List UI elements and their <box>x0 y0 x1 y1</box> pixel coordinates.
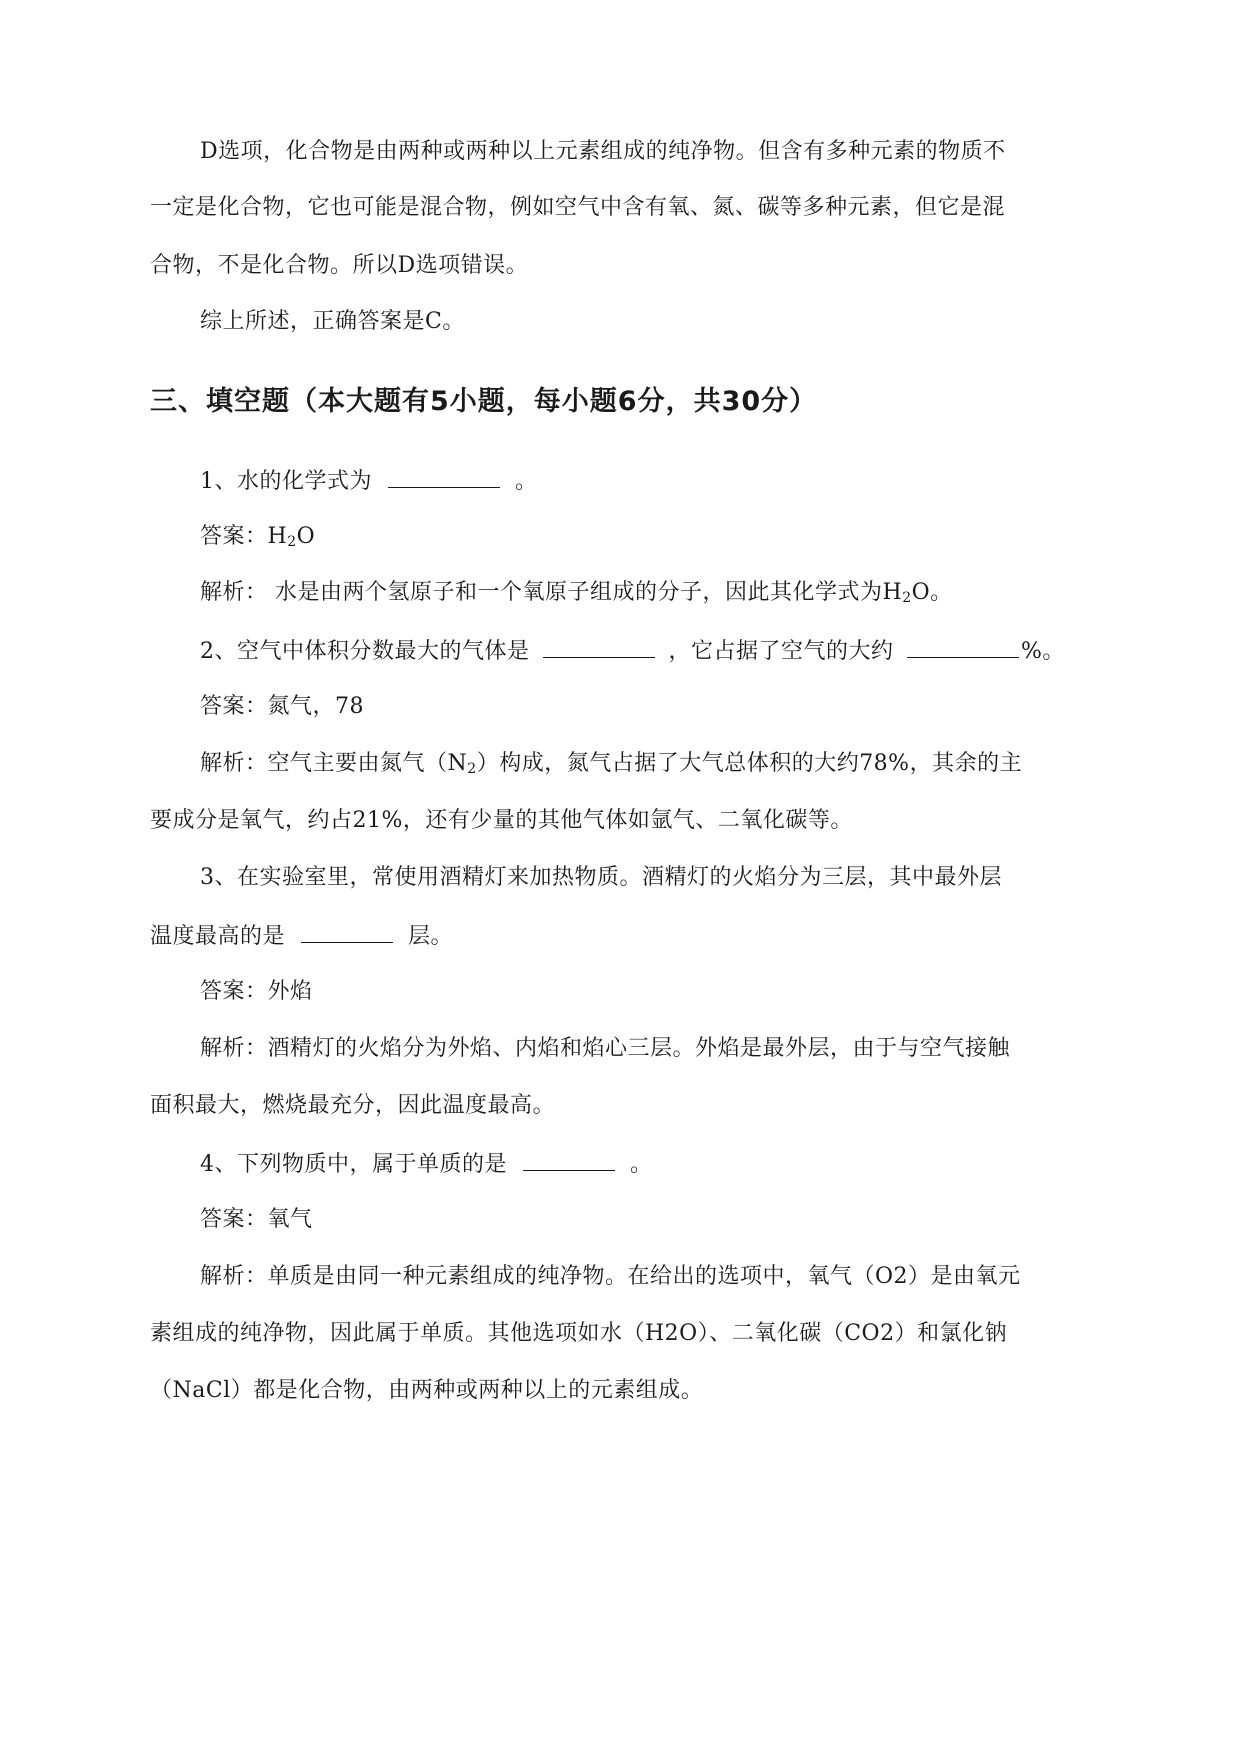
d-option-line-2: 一定是化合物，它也可能是混合物，例如空气中含有氧、氮、碳等多种元素，但它是混 <box>150 195 1006 220</box>
q4-blank[interactable] <box>523 1148 615 1171</box>
q2-blank-1[interactable] <box>543 635 655 658</box>
q3-answer: 答案：外焰 <box>200 979 313 1004</box>
q2-analysis-sub: 2 <box>467 761 477 777</box>
q2-question-mid: ，它占据了空气的大约 <box>668 639 894 664</box>
q1-answer-label: 答案： <box>200 524 268 549</box>
q4-analysis-line-3: （NaCl）都是化合物，由两种或两种以上的元素组成。 <box>150 1378 704 1403</box>
q3-question-text: 温度最高的是 <box>150 924 286 949</box>
q1-blank[interactable] <box>388 465 500 488</box>
q2-blank-2[interactable] <box>907 635 1019 658</box>
d-option-line-1: D选项，化合物是由两种或两种以上元素组成的纯净物。但含有多种元素的物质不 <box>200 139 1006 164</box>
q3-question-line-1: 3、在实验室里，常使用酒精灯来加热物质。酒精灯的火焰分为三层，其中最外层 <box>200 865 1002 890</box>
q2-answer: 答案：氮气，78 <box>200 694 364 719</box>
q1-question <box>200 465 538 497</box>
q1-question-text: 1、水的化学式为 <box>200 469 372 494</box>
d-option-line-3: 合物，不是化合物。所以D选项错误。 <box>150 253 529 278</box>
q2-analysis-line-1 <box>200 749 1022 779</box>
q1-analysis-text: 解析： 水是由两个氢原子和一个氧原子组成的分子，因此其化学式为H <box>200 580 903 605</box>
q2-analysis-line-2: 要成分是氧气，约占21%，还有少量的其他气体如氩气、二氧化碳等。 <box>150 808 853 833</box>
q2-analysis-text-b: ）构成，氮气占据了大气总体积的大约78%，其余的主 <box>476 751 1023 776</box>
q3-question-suffix: 层。 <box>408 924 454 949</box>
section-title: 三、填空题（本大题有5小题，每小题6分，共30分） <box>150 386 818 417</box>
q3-question-line-2 <box>150 920 453 952</box>
q1-analysis-sub: 2 <box>902 590 912 606</box>
q1-answer-main: H <box>267 524 288 549</box>
q2-question-text: 2、空气中体积分数最大的气体是 <box>200 639 530 664</box>
q4-analysis-line-2: 素组成的纯净物，因此属于单质。其他选项如水（H2O）、二氧化碳（CO2）和氯化钠 <box>150 1321 1008 1346</box>
q4-question <box>200 1148 653 1180</box>
q2-analysis-text-a: 解析：空气主要由氮气（N <box>200 751 468 776</box>
q4-analysis-line-1: 解析：单质是由同一种元素组成的纯净物。在给出的选项中，氧气（O2）是由氧元 <box>200 1264 1021 1289</box>
q1-answer-sub: 2 <box>287 534 297 550</box>
q3-analysis-line-2: 面积最大，燃烧最充分，因此温度最高。 <box>150 1093 556 1118</box>
q4-question-suffix: 。 <box>630 1152 653 1177</box>
q1-answer <box>200 522 315 552</box>
q1-answer-tail: O <box>296 524 316 549</box>
q3-analysis-line-1: 解析：酒精灯的火焰分为外焰、内焰和焰心三层。外焰是最外层，由于与空气接触 <box>200 1036 1011 1061</box>
q1-analysis <box>200 578 953 608</box>
q4-answer: 答案：氧气 <box>200 1207 313 1232</box>
q2-question-suffix: %。 <box>1021 639 1065 664</box>
q1-question-suffix: 。 <box>515 469 538 494</box>
q1-analysis-tail: O。 <box>911 580 953 605</box>
q3-blank[interactable] <box>301 920 393 943</box>
q2-question <box>200 635 1065 667</box>
q4-question-text: 4、下列物质中，属于单质的是 <box>200 1152 507 1177</box>
summary-line: 综上所述，正确答案是C。 <box>200 309 465 334</box>
